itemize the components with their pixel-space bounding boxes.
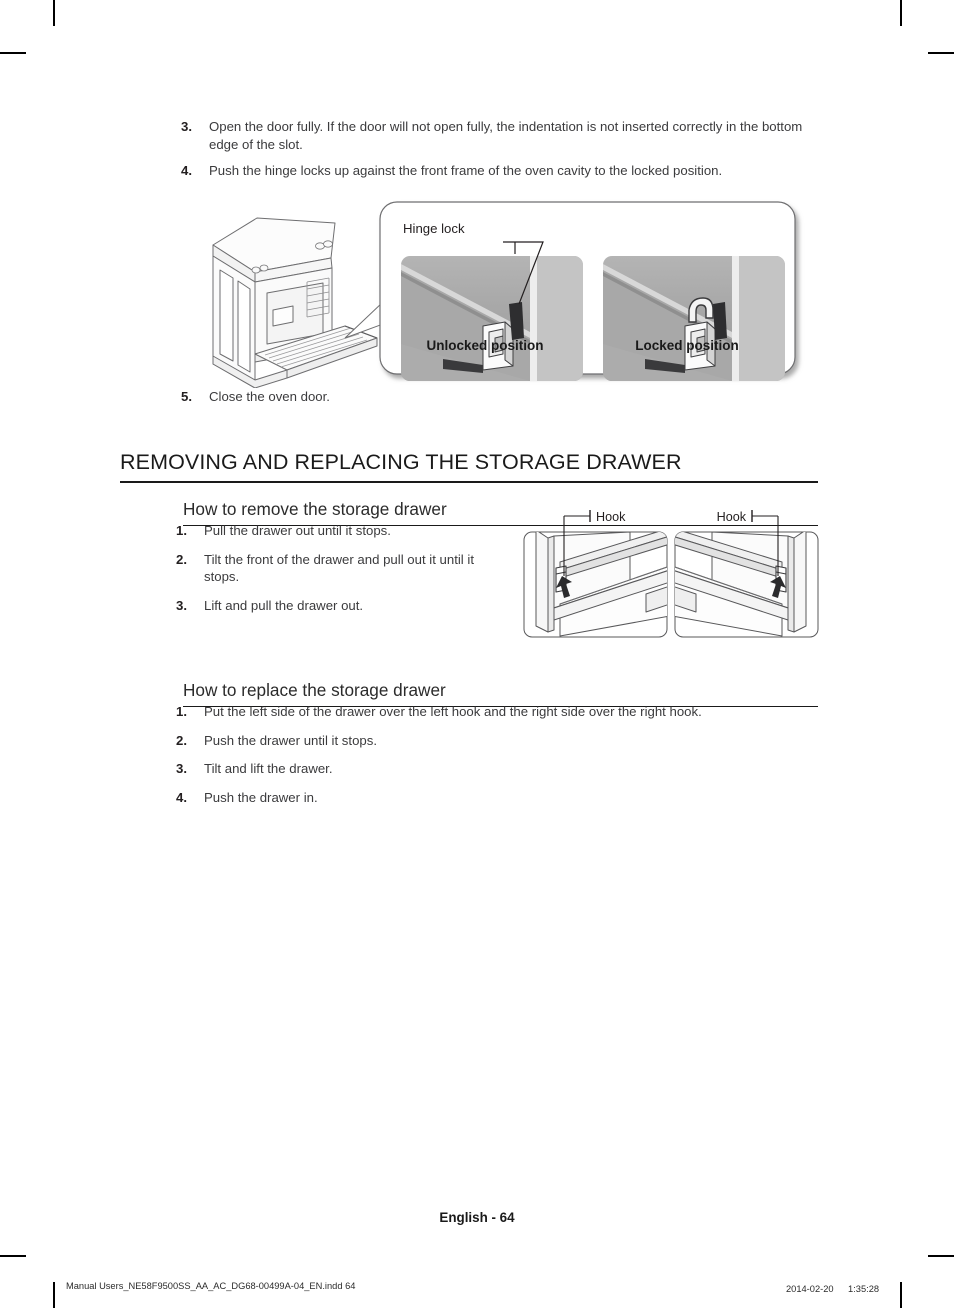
- page-number-footer: English - 64: [439, 1210, 515, 1225]
- remove-drawer-step-list: [176, 522, 506, 625]
- list-item-text: Open the door fully. If the door will not open fully, the indentation is not inserted correctly in the bottom edge of the slot.: [209, 119, 803, 152]
- page-title: REMOVING AND REPLACING THE STORAGE DRAWER: [120, 450, 818, 483]
- list-item-number: 4.: [176, 789, 187, 805]
- unlocked-position-caption: Unlocked position: [426, 338, 544, 353]
- hinge-lock-figure: [195, 198, 805, 388]
- hook-label-left: Hook: [596, 510, 626, 524]
- replace-drawer-step-list: [176, 703, 816, 817]
- list-item: [181, 162, 817, 180]
- list-item-number: 3.: [181, 119, 192, 134]
- list-item: [176, 760, 816, 778]
- list-item-text: Push the hinge locks up against the front frame of the oven cavity to the locked position.: [209, 163, 723, 178]
- list-item: [176, 703, 816, 721]
- list-item-text: Push the drawer until it stops.: [204, 732, 377, 748]
- list-item-text: Put the left side of the drawer over the left hook and the right side over the right hook.: [204, 704, 702, 719]
- drawer-hook-figure: [520, 508, 820, 643]
- list-item-text: Lift and pull the drawer out.: [204, 597, 364, 613]
- top-step-list: [181, 118, 817, 189]
- list-item-number: 2.: [176, 551, 187, 567]
- list-item: [181, 118, 817, 153]
- list-item-text: Tilt and lift the drawer.: [204, 761, 333, 776]
- hook-label-right: Hook: [716, 510, 746, 524]
- print-filename-footer: Manual Users_NE58F9500SS_AA_AC_DG68-00499A-04_EN.indd 64: [66, 1281, 356, 1291]
- list-item: [176, 551, 506, 586]
- list-item-text: Push the drawer in.: [204, 789, 318, 805]
- list-item-number: 1.: [176, 523, 187, 538]
- list-item: [176, 732, 816, 750]
- subheading-remove-drawer: How to remove the storage drawer: [183, 499, 818, 526]
- hinge-lock-label: Hinge lock: [403, 221, 465, 236]
- list-item: [181, 388, 581, 406]
- list-item-text: Tilt the front of the drawer and pull out it until it stops.: [204, 551, 474, 584]
- list-item-text: Close the oven door.: [209, 389, 330, 404]
- list-item-number: 3.: [176, 597, 187, 613]
- list-item-number: 1.: [176, 704, 187, 719]
- list-item-number: 2.: [176, 732, 187, 748]
- list-item: [176, 789, 816, 807]
- locked-position-caption: Locked position: [635, 338, 739, 353]
- step-five-list: [181, 388, 581, 406]
- print-timestamp-footer: 2014-02-20 1:35:28: [786, 1284, 880, 1294]
- list-item-number: 5.: [181, 389, 192, 404]
- list-item-number: 3.: [176, 761, 187, 776]
- list-item-number: 4.: [181, 163, 192, 178]
- list-item-text: Pull the drawer out until it stops.: [204, 523, 391, 538]
- list-item: [176, 597, 506, 615]
- subheading-replace-drawer: How to replace the storage drawer: [183, 680, 818, 707]
- list-item: [176, 522, 506, 540]
